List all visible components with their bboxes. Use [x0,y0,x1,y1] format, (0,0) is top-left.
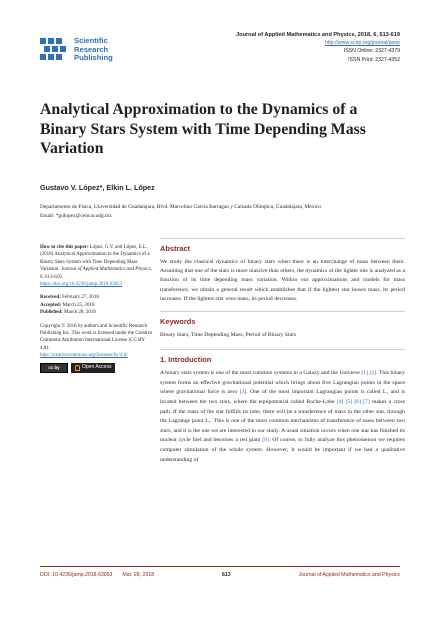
abstract-text: We study the classical dynamics of binary stars when there is an interchange of mass between them. Assuming that one of the stars is more massive than others, the dynamics of the lighter one is analyzed as a function of its time depending mass variation. Within our approximations and models for mass transference, we obtain a general result which establishes that if the lightest star looses mass, its period increases. If the lightest star wins mass, its period decreases. [160,259,405,302]
received-label: Received: [40,295,61,301]
accepted-row [40,302,153,309]
introduction-heading: 1. Introduction [160,349,405,364]
open-access-badge [71,363,115,373]
cite-journal: Journal of Applied Mathematics and Physics, [60,267,152,273]
page-number: 613 [221,572,231,578]
issn-print: ISSN Print: 2327-4352 [348,56,400,63]
footer-journal: Journal of Applied Mathematics and Physics [298,572,400,578]
introduction-paragraph [160,369,405,465]
journal-citation: Journal of Applied Mathematics and Physics, 2018, 6, 613-619 [236,32,400,38]
footer-doi[interactable]: DOI: 10.4236/jamp.2018.63053 [40,572,113,578]
paper-authors: Gustavo V. López*, Elkin L. López [40,183,155,192]
journal-info [236,31,400,64]
publisher-line2: Research [74,44,109,54]
ref-link[interactable]: [1] [361,370,368,377]
intro-text-4: makes a cross path. If the mass of the star fulfills its lobe, there will be a transference of mass to the other star, through the Lagrange point L₁. This is one of the most common mechanisms of transference of mass between two stars, and it is the one we are interested in our study. A usual situation occurs when one star has finished its nuclear cycle fuel and becomes a red giant [160,399,406,444]
publisher-logo-icon [40,38,70,64]
published-row [40,309,153,316]
ref-link[interactable]: [7] [363,399,370,405]
keywords-heading: Keywords [160,311,405,326]
published-label: Published: [40,310,63,316]
affiliation-text: Departamento de Física, Universidad de Guadalajara, Blvd. Marcelino García Barragan y Calzada Olímpica, Guadalajara, Mexico [40,204,321,210]
intro-text-2: . This binary system forms an effective gravitational potential which brings about five Lagrangian points in the space where gravitational force is zero [160,370,406,396]
publisher-name [74,37,113,63]
ref-link[interactable]: [8] [262,437,269,444]
received-date: February 27, 2018 [62,295,99,301]
license-badges [40,363,153,373]
ref-link[interactable]: [5] [345,399,353,405]
publisher-logo [40,34,180,66]
ref-link[interactable]: [2] [369,370,377,377]
abstract-heading: Abstract [160,238,405,253]
author-email: Email: *gulopez@cencar.udg.mx [40,212,112,219]
journal-url-link[interactable]: http://www.scirp.org/journal/jamp [325,40,400,47]
copyright-block [40,323,153,373]
ref-link[interactable]: [3] [239,389,247,396]
open-access-label: Open Access [82,363,112,370]
copyright-text: Copyright © 2018 by authors and Scientific Research Publishing Inc. This work is licensed under the Creative Commons Attribution International License (CC BY 4.0). [40,323,153,351]
intro-text-3: . One of the most important Lagrangian points is called L₁ and is located between the two stars, where the equipotential called Roche-Lobe [160,389,405,405]
publisher-line1: Scientific [74,36,108,45]
published-date: March 28, 2018 [64,310,96,316]
publisher-line3: Publishing [74,53,113,63]
page-footer [40,566,400,578]
cite-doi-link[interactable]: https://doi.org/10.4236/jamp.2018.63053 [40,282,123,288]
license-link[interactable]: http://creativecommons.org/licenses/by/4.0/ [40,353,128,359]
paper-title: Analytical Approximation to the Dynamics of a Binary Stars System with Time Depending Mass Variation [40,101,366,157]
issn-online: ISSN Online: 2327-4379 [343,48,400,55]
footer-date: Mar. 28, 2018 [122,572,155,578]
intro-text-5: . Of course, to fully analyze this phenomenon we requires computer simulation of the whole system. However, it would be important if we had a qualitative understanding of [160,437,406,463]
cc-by-badge[interactable]: cc by [40,363,68,373]
keywords-text: Binary Stars, Time Depending Mass, Period of Binary Stars [160,332,297,339]
open-lock-icon [75,365,80,371]
intro-text-1: A binary stars system is one of the most common systems in a Galaxy and the Universe [160,370,360,377]
author-affiliation [40,203,410,221]
ref-link[interactable]: [4] [336,399,344,405]
cite-label: How to cite this paper: [40,245,89,250]
dates-block [40,294,153,316]
cite-volume: 6, 613-619. [40,274,63,280]
accepted-date: March 25, 2018 [62,302,95,308]
citation-block [40,244,153,288]
accepted-label: Accepted: [40,302,62,308]
main-column [160,238,405,465]
footer-left [40,572,154,578]
received-row [40,294,153,301]
cite-text: López, G.V. and López, E.L. (2018) Analytical Approximation to the Dynamics of a Binary Stars System with Time Depending Mass Variation. [40,245,150,273]
article-sidebar [40,244,153,379]
ref-link[interactable]: [6] [354,399,361,405]
